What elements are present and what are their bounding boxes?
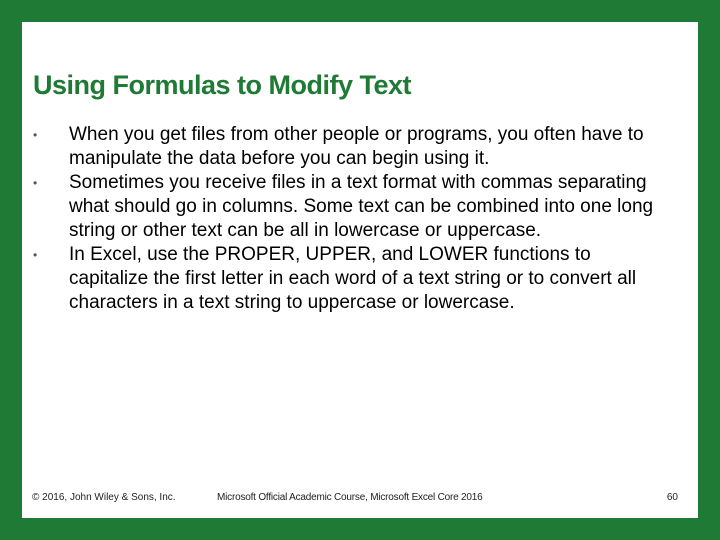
footer-course: Microsoft Official Academic Course, Microsoft Excel Core 2016 xyxy=(217,492,483,503)
bullet-marker: • xyxy=(33,176,38,190)
bullet-item xyxy=(33,123,673,171)
bullet-text: When you get files from other people or programs, you often have to manipulate the data before you can begin using it. xyxy=(69,124,644,169)
slide-title: Using Formulas to Modify Text xyxy=(33,70,412,100)
bullet-text: In Excel, use the PROPER, UPPER, and LOWER functions to capitalize the first letter in each word of a text string or to convert all characters in a text string to uppercase or lowercase. xyxy=(69,244,637,313)
bullet-item xyxy=(33,171,673,243)
bullet-marker: • xyxy=(33,248,38,262)
bullet-text: Sometimes you receive files in a text format with commas separating what should go in columns. Some text can be combined into one long string or other text can be all in lowercase or uppercase. xyxy=(69,172,654,241)
slide-canvas xyxy=(22,22,698,518)
bullet-marker: • xyxy=(33,128,38,142)
footer-copyright: © 2016, John Wiley & Sons, Inc. xyxy=(32,492,176,503)
bullet-item xyxy=(33,243,673,315)
footer-page-number: 60 xyxy=(666,492,678,503)
bullet-list xyxy=(33,123,673,315)
